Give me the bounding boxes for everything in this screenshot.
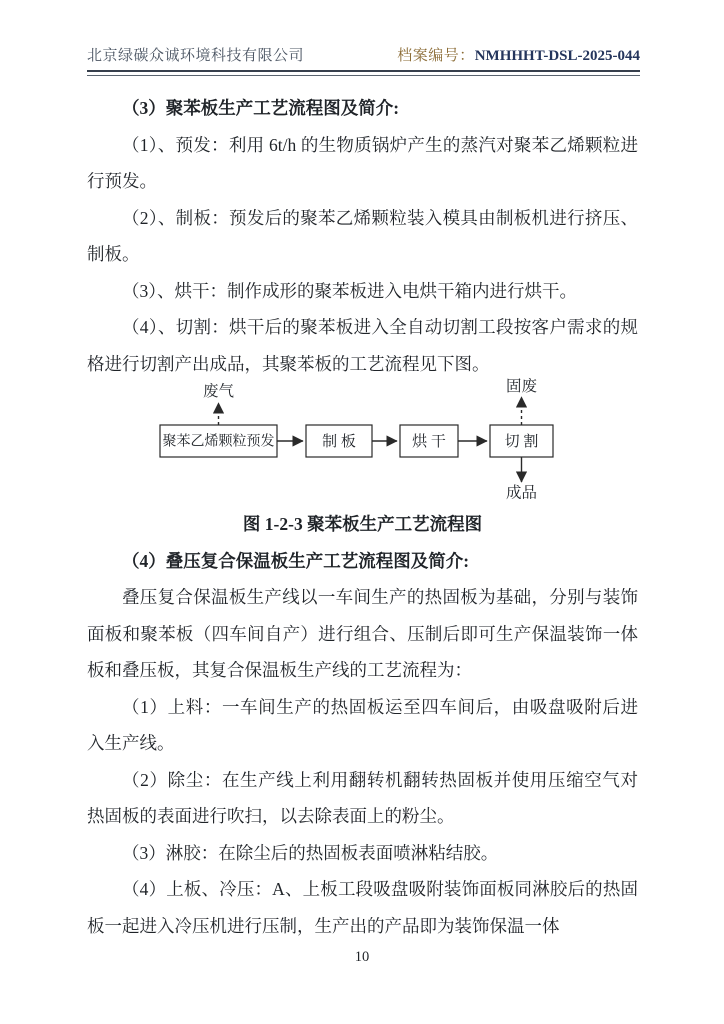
paragraph-loading: （1）上料：一车间生产的热固板运至四车间后，由吸盘吸附后进入生产线。 <box>87 696 638 753</box>
document-header <box>87 44 640 65</box>
solid-waste-label: 固废 <box>505 378 538 395</box>
paragraph-laminated-intro: 叠压复合保温板生产线以一车间生产的热固板为基础，分别与装饰面板和聚苯板（四车间自产）进行组合、压制后即可生产保温装饰一体板和叠压板，其复合保温板生产线的工艺流程为： <box>87 587 638 680</box>
section-heading-3: （3）聚苯板生产工艺流程图及简介: <box>122 98 400 118</box>
waste-gas-label: 废气 <box>202 383 235 400</box>
company-name: 北京绿碳众诚环境科技有限公司 <box>87 48 305 64</box>
figure-caption: 图 1-2-3 聚苯板生产工艺流程图 <box>242 514 483 534</box>
section-heading-4: （4）叠压复合保温板生产工艺流程图及简介: <box>122 550 470 571</box>
archive-label: 档案编号： <box>397 48 475 64</box>
paragraph-cutting: （4）、切割：烘干后的聚苯板进入全自动切割工段按客户需求的规格进行切割产出成品，其聚苯板的工艺流程见下图。 <box>87 317 638 374</box>
flow-box-board-making-label: 制 板 <box>322 434 356 450</box>
paragraph-dedusting: （2）除尘：在生产线上利用翻转机翻转热固板并使用压缩空气对热固板的表面进行吹扫，以去除表面上的粉尘。 <box>87 769 638 826</box>
paragraph-prefoaming: （1）、预发：利用 6t/h 的生物质锅炉产生的蒸汽对聚苯乙烯颗粒进行预发。 <box>87 134 638 191</box>
paragraph-cold-pressing: （4）上板、冷压：A、上板工段吸盘吸附装饰面板同淋胶后的热固板一起进入冷压机进行压制，生产出的产品即为装饰保温一体 <box>87 879 638 936</box>
paragraph-board-making: （2）、制板：预发后的聚苯乙烯颗粒装入模具由制板机进行挤压、制板。 <box>87 207 638 264</box>
archive-number-field <box>397 44 640 65</box>
page-number: 10 <box>354 949 370 965</box>
paragraph-gluing: （3）淋胶：在除尘后的热固板表面喷淋粘结胶。 <box>122 842 499 863</box>
process-flow-diagram <box>87 376 640 500</box>
paragraph-drying: （3）、烘干：制作成形的聚苯板进入电烘干箱内进行烘干。 <box>122 280 577 301</box>
finished-product-label: 成品 <box>505 484 538 500</box>
document-body <box>87 90 638 944</box>
process-flow-svg <box>87 376 640 500</box>
header-rule <box>87 70 640 76</box>
flow-box-drying-label: 烘 干 <box>412 434 446 450</box>
flow-box-cutting-label: 切 割 <box>504 434 539 450</box>
archive-number: NMHHHT-DSL-2025-044 <box>474 48 640 64</box>
flow-box-pre-expansion-label: 聚苯乙烯颗粒预发 <box>162 434 275 450</box>
